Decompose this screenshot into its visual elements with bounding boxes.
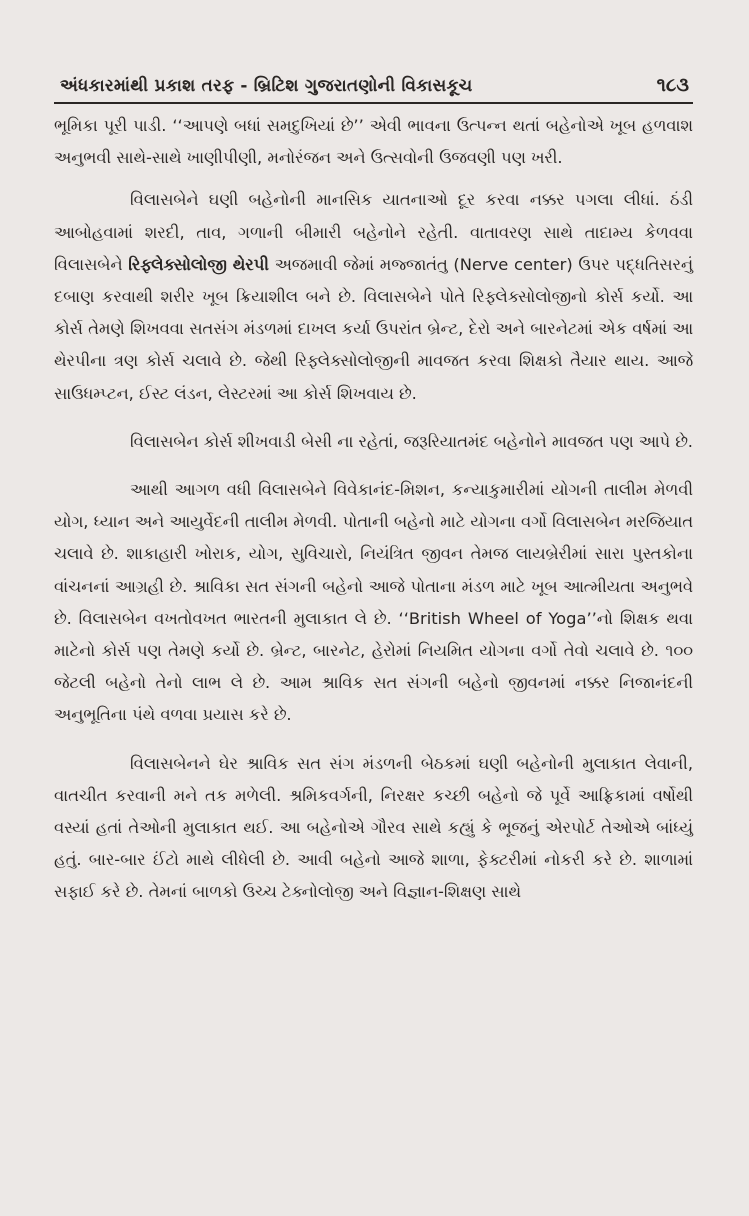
paragraph-1: ભૂમિકા પૂરી પાડી. ‘‘આપણે બધાં સમદુખિયાં છે’’ એવી ભાવના ઉત્પન્ન થતાં બહેનોએ ખૂબ હળવાશ અનુભવી સાથે-સાથે ખાણીપીણી, મનોરંજન અને ઉત્સવોની ઉજવણી પણ ખરી. bbox=[54, 116, 693, 168]
header-title: અંધકારમાંથી પ્રકાશ તરફ - બ્રિટિશ ગુજરાતણોની વિકાસકૂચ bbox=[60, 76, 473, 96]
running-header bbox=[54, 74, 693, 104]
paragraph-2-text-b: અજમાવી જેમાં મજ્જાતંતુ (Nerve center) ઉપર પદ્ધતિસરનું દબાણ કરવાથી શરીર ખૂબ ક્રિયાશીલ બને છે. વિલાસબેને પોતે રિફ્લેક્સોલોજીનો કોર્સ કર્યો. આ કોર્સ તેમણે શિખવવા સતસંગ મંડળમાં દાખલ કર્યા ઉપરાંત બ્રેન્ટ, દેરો અને બારનેટમાં એક વર્ષમાં આ થેરપીના ત્રણ કોર્સ ચલાવે છે. જેથી રિફ્લેક્સોલોજીની માવજત કરવા શિક્ષકો તૈયાર થાય. આજે સાઉધમ્પ્ટન, ઈસ્ટ લંડન, લેસ્ટરમાં આ કોર્સ શિખવાય છે. bbox=[54, 254, 694, 403]
page-number: ૧૮૩ bbox=[656, 74, 689, 96]
paragraph-4: આથી આગળ વધી વિલાસબેને વિવેકાનંદ-મિશન, કન્યાકુમારીમાં યોગની તાલીમ મેળવી યોગ, ધ્યાન અને આયુર્વેદની તાલીમ મેળવી. પોતાની બહેનો માટે યોગના વર્ગો વિલાસબેન મરજિયાત ચલાવે છે. શાકાહારી ખોરાક, યોગ, સુવિચારો, નિયંત્રિત જીવન તેમજ લાયબ્રેરીમાં સારા પુસ્તકોના વાંચનનાં આગ્રહી છે. શ્રાવિકા સત સંગની બહેનો આજે પોતાના મંડળ માટે ખૂબ આત્મીયતા અનુભવે છે. વિલાસબેન વખતોવખત ભારતની મુલાકાત લે છે. ‘‘British Wheel of Yoga’’નો શિક્ષક થવા માટેનો કોર્સ પણ તેમણે કર્યો છે. બ્રેન્ટ, બારનેટ, હેરોમાં નિયમિત યોગના વર્ગો તેવો ચલાવે છે. ૧૦૦ જેટલી બહેનો તેનો લાભ લે છે. આમ શ્રાવિક સત સંગની બહેનો જીવનમાં નક્કર નિજાનંદની અનુભૂતિના પંથે વળવા પ્રયાસ કરે છે. bbox=[54, 480, 693, 725]
paragraph-3: વિલાસબેન કોર્સ શીખવાડી બેસી ના રહેતાં, જરૂરિયાતમંદ બહેનોને માવજત પણ આપે છે. bbox=[130, 431, 693, 451]
paragraph-2 bbox=[54, 184, 693, 409]
paragraph-5: વિલાસબેનને ઘેર શ્રાવિક સત સંગ મંડળની બેઠકમાં ઘણી બહેનોની મુલાકાત લેવાની, વાતચીત કરવાની મને તક મળેલી. શ્રમિકવર્ગની, નિરક્ષર કચ્છી બહેનો જે પૂર્વે આફ્રિકામાં વર્ષોથી વસ્યાં હતાં તેઓની મુલાકાત થઈ. આ બહેનોએ ગૌરવ સાથે કહ્યું કે ભૂજનું એરપોર્ટ તેઓએ બાંધ્યું હતું. બાર-બાર ઈંટો માથે લીધેલી છે. આવી બહેનો આજે શાળા, ફેક્ટરીમાં નોકરી કરે છે. શાળામાં સફાઈ કરે છે. તેમનાં બાળકો ઉચ્ચ ટેક્નોલોજી અને વિજ્ઞાન-શિક્ષણ સાથે bbox=[54, 753, 693, 902]
paragraph-2-bold-term: રિફ્લેક્સોલોજી થેરપી bbox=[128, 254, 269, 274]
page-body bbox=[54, 110, 693, 909]
paragraph-2-text-a: વિલાસબેને ઘણી બહેનોની માનસિક યાતનાઓ દૂર કરવા નક્કર પગલા લીધાં. ઠંડી આબોહવામાં શરદી, તાવ, ગળાની બીમારી બહેનોને રહેતી. વાતાવરણ સાથે તાદામ્ય કેળવવા વિલાસબેને bbox=[54, 190, 693, 274]
